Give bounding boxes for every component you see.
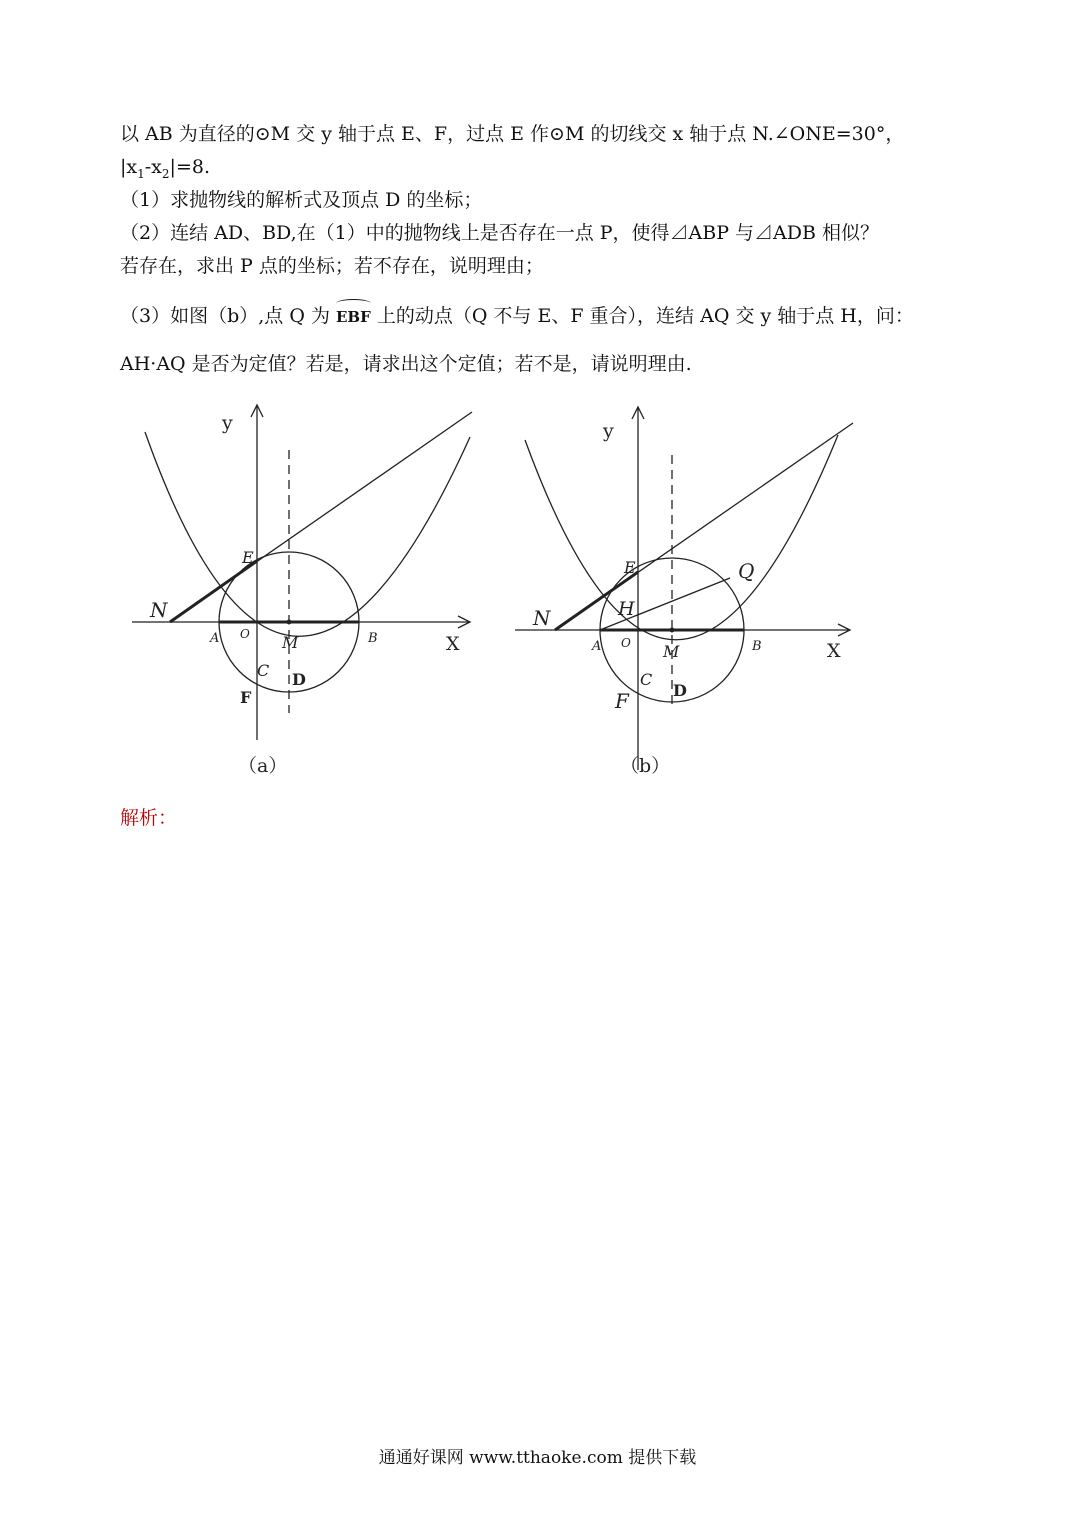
segment-ne xyxy=(170,561,257,622)
question-3-line-b: AH·AQ 是否为定值？若是，请求出这个定值；若不是，请说明理由. xyxy=(120,353,692,375)
caption-a: （a） xyxy=(238,755,288,777)
label-a: A xyxy=(210,631,220,646)
label-m: M xyxy=(663,642,680,661)
label-e: E xyxy=(624,558,636,577)
label-y: y xyxy=(603,420,614,442)
label-n: N xyxy=(533,606,551,630)
caption-b: （b） xyxy=(620,755,671,777)
abs-open: |x xyxy=(120,156,138,178)
label-q: Q xyxy=(738,559,755,583)
label-y: y xyxy=(222,412,233,434)
subscript-2: 2 xyxy=(161,166,170,181)
q3-suffix: 上的动点（Q 不与 E、F 重合），连结 AQ 交 y 轴于点 H，问： xyxy=(376,305,914,327)
label-a: A xyxy=(592,639,602,654)
label-f: F xyxy=(240,688,252,707)
q3-prefix: （3）如图（b）,点 Q 为 xyxy=(120,305,330,327)
abs-close: |=8. xyxy=(169,156,210,178)
subscript-1: 1 xyxy=(137,166,145,181)
label-n: N xyxy=(150,598,168,622)
abs-mid: -x xyxy=(144,156,162,178)
label-m: M xyxy=(282,633,299,652)
label-o: O xyxy=(240,627,250,641)
analysis-label: 解析： xyxy=(120,807,178,829)
point-m xyxy=(670,628,675,633)
label-c: C xyxy=(257,661,270,680)
label-f: F xyxy=(615,689,629,713)
label-x: X xyxy=(827,640,841,662)
problem-line-1: 以 AB 为直径的⊙M 交 y 轴于点 E、F，过点 E 作⊙M 的切线交 x 轴于点 N.∠ONE=30°， xyxy=(120,123,905,145)
figure-b xyxy=(505,395,875,785)
problem-line-2 xyxy=(120,154,210,187)
label-d: D xyxy=(292,670,306,689)
point-m xyxy=(287,620,292,625)
question-1: （1）求抛物线的解析式及顶点 D 的坐标； xyxy=(120,189,483,211)
label-o: O xyxy=(621,636,631,650)
figure-a xyxy=(120,395,490,785)
label-x: X xyxy=(446,633,460,655)
label-d: D xyxy=(673,681,687,700)
label-b: B xyxy=(368,631,378,646)
label-b: B xyxy=(752,639,762,654)
question-2-line-b: 若存在，求出 P 点的坐标；若不存在，说明理由； xyxy=(120,255,544,277)
footer: 通通好课网 www.tthaoke.com 提供下载 xyxy=(378,1448,697,1468)
label-h: H xyxy=(618,598,635,620)
question-3-line-a xyxy=(120,303,914,330)
label-e: E xyxy=(242,548,254,567)
question-2-line-a: （2）连结 AD、BD,在（1）中的抛物线上是否存在一点 P，使得⊿ABP 与⊿ADB 相似？ xyxy=(120,222,880,244)
label-c: C xyxy=(640,670,653,689)
arc-ebf-label: EBF xyxy=(336,304,371,330)
